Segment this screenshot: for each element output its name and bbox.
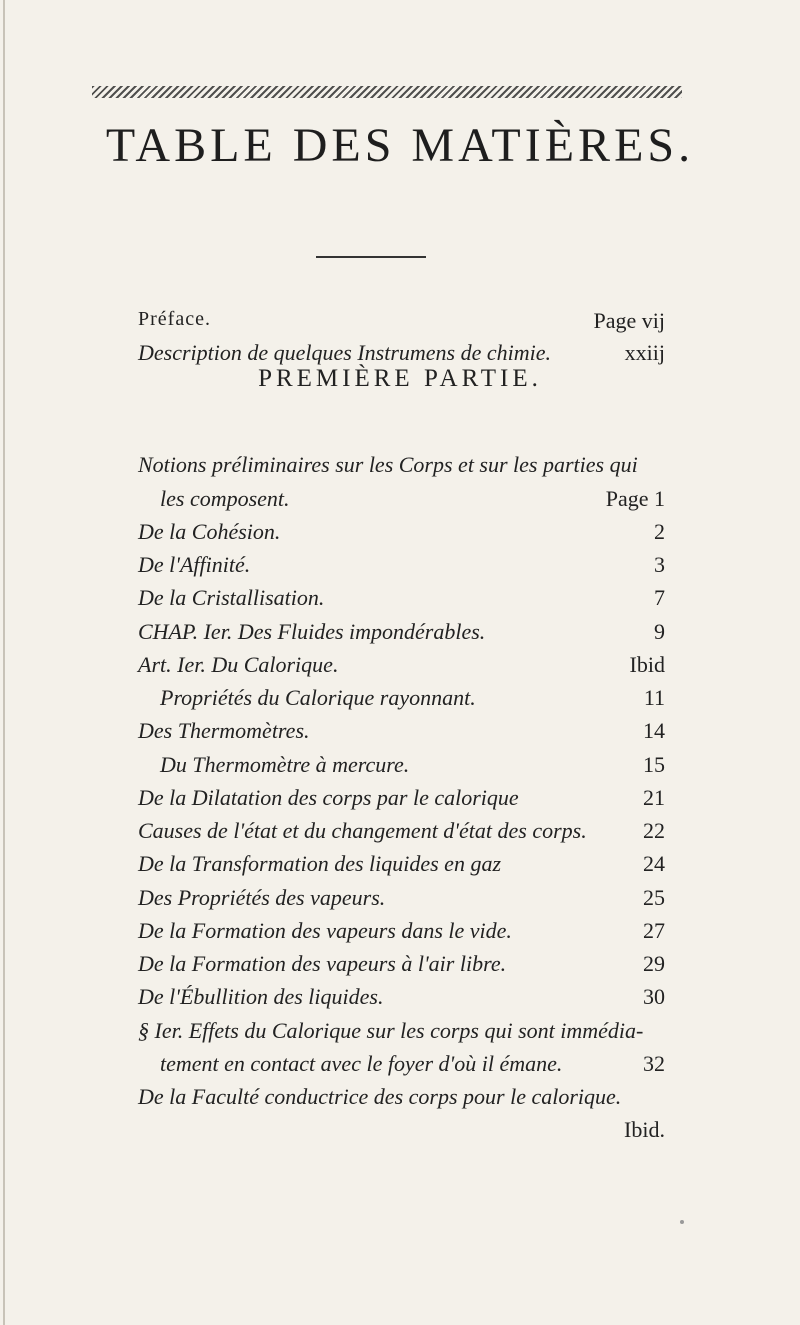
- toc-label: Du Thermomètre à mercure.: [160, 752, 410, 777]
- toc-label: Causes de l'état et du changement d'état des corps.: [138, 818, 587, 843]
- toc-row: [0, 951, 800, 985]
- toc-page: 15: [643, 752, 665, 777]
- toc-label: Des Thermomètres.: [138, 718, 310, 743]
- toc-label: De la Dilatation des corps par le calorique: [138, 785, 519, 810]
- toc-row: [0, 918, 800, 952]
- toc-label: De la Faculté conductrice des corps pour le calorique.: [138, 1084, 622, 1109]
- toc-label: De la Transformation des liquides en gaz: [138, 851, 502, 876]
- toc-label: CHAP. Ier. Des Fluides impondérables.: [138, 619, 486, 644]
- toc-label: Description de quelques Instrumens de chimie.: [138, 340, 552, 365]
- toc-label: Des Propriétés des vapeurs.: [138, 885, 386, 910]
- toc-page: 32: [643, 1051, 665, 1076]
- toc-page: Ibid.: [624, 1117, 665, 1142]
- toc-label: Propriétés du Calorique rayonnant.: [160, 685, 476, 710]
- toc-row: [0, 818, 800, 852]
- toc-row: [0, 785, 800, 819]
- toc-page: 25: [643, 885, 665, 910]
- toc-label: Préface.: [138, 308, 211, 330]
- toc-row: [0, 519, 800, 553]
- toc-label: Art. Ier. Du Calorique.: [138, 652, 339, 677]
- toc-row: [0, 1117, 800, 1151]
- toc-page: 14: [643, 718, 665, 743]
- toc-page: 9: [654, 619, 665, 644]
- toc-label: § Ier. Effets du Calorique sur les corps qui sont immédia-: [138, 1018, 644, 1043]
- toc-label: tement en contact avec le foyer d'où il émane.: [160, 1051, 563, 1076]
- toc-row: [0, 718, 800, 752]
- toc-page: 11: [643, 685, 665, 710]
- toc-row: [0, 486, 800, 520]
- title-rule: [316, 256, 426, 258]
- toc-row: [0, 1084, 800, 1118]
- toc-row: [0, 452, 800, 486]
- toc-row: [0, 585, 800, 619]
- toc-row: [0, 984, 800, 1018]
- toc-page: Page vij: [593, 308, 665, 333]
- toc-label: De la Cristallisation.: [138, 585, 325, 610]
- toc-page: 27: [643, 918, 665, 943]
- toc-row-preface: [0, 308, 800, 342]
- toc-row: [0, 685, 800, 719]
- page-title: TABLE DES MATIÈRES.: [105, 119, 695, 172]
- toc-row: [0, 1051, 800, 1085]
- toc-page: 22: [643, 818, 665, 843]
- paper-speck: [680, 1220, 684, 1224]
- toc-row: [0, 885, 800, 919]
- toc-page: 3: [654, 552, 665, 577]
- toc-row: [0, 1018, 800, 1052]
- toc-label: De l'Ébullition des liquides.: [138, 984, 384, 1009]
- toc-page: Ibid: [629, 652, 665, 677]
- toc-page: 30: [643, 984, 665, 1009]
- toc-row: [0, 552, 800, 586]
- toc-row: [0, 851, 800, 885]
- toc-label: les composent.: [160, 486, 290, 511]
- toc-page: 2: [654, 519, 665, 544]
- toc-label: Notions préliminaires sur les Corps et sur les parties qui: [138, 452, 638, 477]
- toc-page: Page 1: [605, 486, 665, 511]
- toc-page: 24: [643, 851, 665, 876]
- header-ornament: [92, 86, 682, 98]
- toc-label: De la Formation des vapeurs à l'air libre.: [138, 951, 507, 976]
- toc-row: [0, 652, 800, 686]
- toc-page: xxiij: [624, 340, 665, 365]
- toc-page: 21: [643, 785, 665, 810]
- toc-label: De l'Affinité.: [138, 552, 251, 577]
- toc-row: [0, 619, 800, 653]
- toc-page: 7: [654, 585, 665, 610]
- toc-row: [0, 752, 800, 786]
- toc-label: De la Formation des vapeurs dans le vide.: [138, 918, 512, 943]
- part-heading: PREMIÈRE PARTIE.: [258, 365, 542, 392]
- toc-page: 29: [643, 951, 665, 976]
- toc-label: De la Cohésion.: [138, 519, 281, 544]
